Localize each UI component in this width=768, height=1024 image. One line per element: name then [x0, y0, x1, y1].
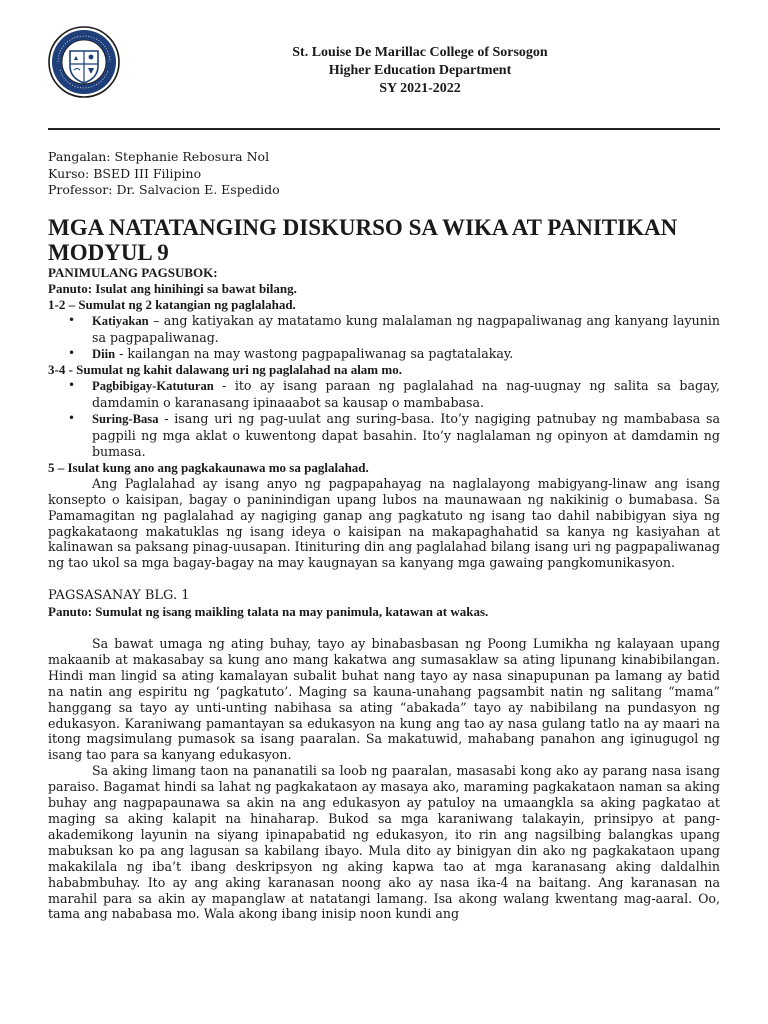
document-title: MGA NATATANGING DISKURSO SA WIKA AT PANITIKAN — [48, 215, 678, 240]
exercise-paragraph-1: Sa bawat umaga ng ating buhay, tayo ay binabasbasan ng Poong Lumikha ng kalayaan upang makaanib at makasabay sa kung ano mang kakatwa ang sumasaklaw sa ating lipunang kinabibilangan. Hindi man lingid sa ating kamalayan subalit buhat nang tayo ay nasa sinapupunan pa lamang ay batid na natin ang espiritu ng ‘pagkatuto’. Maging sa kauna-unahang pagsambit natin ng salitang “mama” hanggang sa tayo ay unti-unting nabihasa sa ating “abakada” tayo ay nabibilang na pundasyon ng edukasyon. Karaniwang pamantayan sa edukasyon na kung ang tao ay nasa gulang tatlo na ay maari na itong magsimulang pumasok sa isang paaralan. Sa makatuwid, mahabang panahon ang iginugugol ng isang tao para sa kanyang edukasyon. — [48, 636, 720, 763]
list-item — [48, 346, 720, 363]
exercise-heading: PAGSASANAY BLG. 1 — [48, 588, 190, 604]
term-label: Katiyakan — [92, 313, 149, 328]
term-definition: - kailangan na may wastong pagpapaliwanag sa pagtatalakay. — [115, 345, 514, 361]
pretest-heading: PANIMULANG PAGSUBOK: — [48, 265, 218, 280]
main-content — [48, 215, 720, 922]
term-label: Suring-Basa — [92, 412, 159, 427]
term-definition: – ang katiyakan ay matatamo kung malalaman ng nagpapaliwanag ang kanyang layunin sa pagpapaliwanag. — [92, 312, 720, 345]
department-name: Higher Education Department — [328, 63, 512, 78]
question-1-2: 1-2 – Sumulat ng 2 katangian ng paglalahad. — [48, 296, 296, 312]
question-5: 5 – Isulat kung ano ang pagkakaunawa mo sa paglalahad. — [48, 459, 369, 475]
term-definition: - ito ay isang paraan ng paglalahad na nag-uugnay ng salita sa bagay, damdamin o karanasang ipinaaabot sa kausap o mambabasa. — [92, 378, 720, 411]
student-name: Pangalan: Stephanie Rebosura Nol — [48, 149, 270, 164]
exercise-paragraph-2: Sa aking limang taon na pananatili sa loob ng paaralan, masasabi kong ako ay parang nasa isang paraiso. Bagamat hindi sa lahat ng pagkakataon ay masaya ako, maraming pagkakataon naman sa aking buhay ang nagpapaunawa sa akin na ang edukasyon ay patuloy na umaangkla sa aking pagkatao at maging sa aking kalapit na hinaharap. Bukod sa mga karaniwang talakayin, prinsipyo at pang-akademikong layunin na siyang ipinapabatid ng edukasyon, ito rin ang nagsilbing balangkas upang mabuksan ko pa ang lagusan sa kabilang ibayo. Mula dito ay binigyan din ako ng pagkakataon upang makakilala ng iba’t ibang deskripsyon ng aking kapwa tao at mga karanasang aking daldalhin hababmbuhay. Ito ay ang aking karanasan noong ako ay nasa ika-4 na baitang. Ang karanasan na marahil para sa akin ay mapanglaw at natatangi lamang. Isa akong walang kwentang mag-aaral. Oo, tama ang nababasa mo. Wala akong ibang inisip noon kundi ang — [48, 763, 720, 922]
document-header — [120, 44, 720, 98]
term-definition: - isang uri ng pag-uulat ang suring-basa. Ito’y nagiging patnubay ng mambabasa sa pagpili ng mga aklat o kuwentong dapat basahin. Ito’y naglalaman ng opinyon at damdamin ng bumasa. — [92, 411, 720, 459]
term-label: Diin — [92, 346, 116, 361]
list-item — [48, 313, 720, 346]
list-item — [48, 411, 720, 460]
professor-name: Professor: Dr. Salvacion E. Espedido — [48, 182, 280, 197]
school-name: St. Louise De Marillac College of Sorsogon — [292, 45, 548, 60]
header-divider — [48, 128, 720, 130]
question-3-4: 3-4 - Sumulat ng kahit dalawang uri ng paglalahad na alam mo. — [48, 362, 402, 378]
student-info — [48, 149, 280, 199]
school-year: SY 2021-2022 — [379, 81, 461, 96]
pretest-instruction: Panuto: Isulat ang hinihingi sa bawat bilang. — [48, 280, 297, 296]
list-item — [48, 378, 720, 411]
question-3-4-answers — [48, 378, 720, 460]
module-title: MODYUL 9 — [48, 240, 169, 265]
exercise-instruction: Panuto: Sumulat ng isang maikling talata na may panimula, katawan at wakas. — [48, 604, 489, 620]
student-course: Kurso: BSED III Filipino — [48, 165, 202, 181]
question-1-2-answers — [48, 313, 720, 363]
question-5-answer: Ang Paglalahad ay isang anyo ng pagpapahayag na naglalayong mabigyang-linaw ang isang konsepto o kaisipan, bagay o paninindigan upang lubos na maunawaan ng nakikinig o bumabasa. Sa Pamamagitan ng paglalahad ay nagiging ganap ang pagkatuto ng isang tao dahil nabibigyan siya ng pagkakataong makatuklas ng isang ideya o kaisipan na makapaghahatid sa kanya ng kasiyahan at kalinawan sa paksang pinag-uusapan. Itinituring din ang paglalahad bilang isang uri ng pagpapaliwanag ng tao ukol sa mga bagay-bagay na may kaugnayan sa kanyang mga gawaing pangkomunikasyon. — [48, 475, 720, 571]
college-seal-logo — [48, 26, 120, 98]
term-label: Pagbibigay-Katuturan — [92, 379, 214, 394]
